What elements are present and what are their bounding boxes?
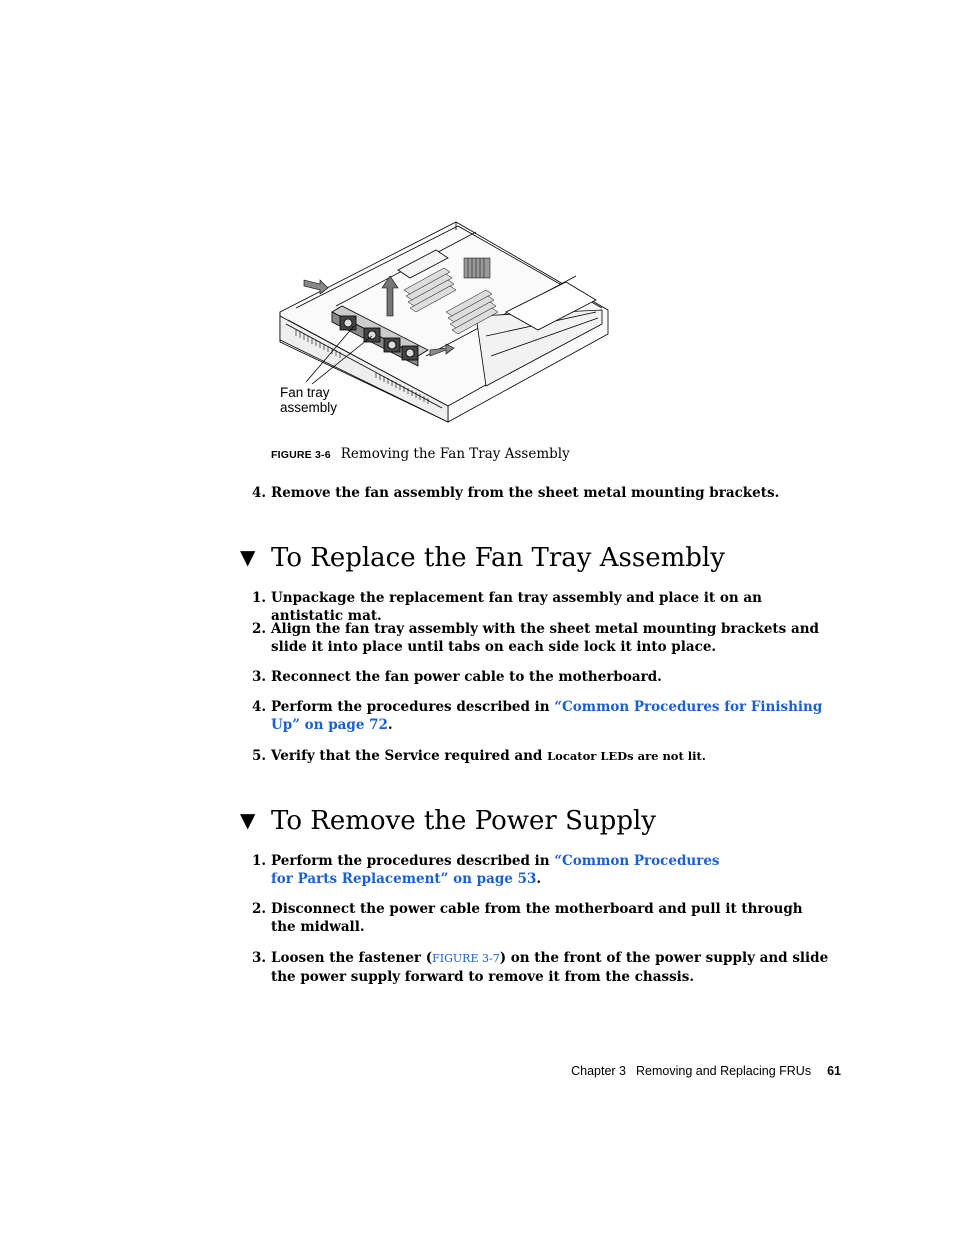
step-number: 2. <box>252 901 267 917</box>
step-text-prefix: Perform the procedures described in <box>271 853 555 869</box>
list-item <box>252 900 837 936</box>
step-text-prefix: Perform the procedures described in <box>271 699 555 715</box>
footer-title: Removing and Replacing FRUs <box>636 1064 812 1078</box>
step-text: Disconnect the power cable from the motherboard and pull it through the midwall. <box>271 901 803 935</box>
step-text-suffix: . <box>536 871 542 887</box>
step-number: 3. <box>252 669 267 685</box>
list-item <box>252 949 837 986</box>
step-number: 4. <box>252 699 267 715</box>
step-text: Remove the fan assembly from the sheet metal mounting brackets. <box>271 485 780 501</box>
figure-caption-label: FIGURE 3-6 <box>271 449 331 461</box>
step-number: 3. <box>252 950 267 966</box>
step-text <box>271 698 837 734</box>
triangle-down-icon: ▼ <box>240 808 256 832</box>
figure-caption <box>271 446 570 462</box>
step-number: 1. <box>252 590 267 606</box>
step-text-small: Locator LEDs are not lit. <box>547 749 706 763</box>
list-item <box>252 620 837 656</box>
list-item <box>252 698 837 734</box>
step-text: Reconnect the fan power cable to the motherboard. <box>271 669 662 685</box>
step-text <box>271 747 837 765</box>
footer-chapter: Chapter 3 <box>571 1064 626 1078</box>
step-text-suffix: . <box>387 717 393 733</box>
step-text-suffix: ) on the front of the power supply and slide the power supply forward to remove it from the chassis. <box>271 950 829 985</box>
step-text <box>271 949 837 986</box>
section-heading-replace-fan-tray <box>240 543 725 573</box>
step-text: Align the fan tray assembly with the sheet metal mounting brackets and slide it into place until tabs on each side lock it into place. <box>271 621 819 655</box>
figure-reference-link[interactable]: FIGURE 3-7 <box>432 952 500 965</box>
list-item <box>252 747 837 765</box>
list-item <box>252 668 837 686</box>
section-title: To Remove the Power Supply <box>271 806 656 836</box>
step-text-prefix: Loosen the fastener ( <box>271 950 433 966</box>
triangle-down-icon: ▼ <box>240 545 256 569</box>
step-number: 2. <box>252 621 267 637</box>
step-text-prefix: Verify that the Service required and <box>271 748 548 764</box>
step-text <box>271 852 741 888</box>
list-item <box>252 852 837 888</box>
step-text: Unpackage the replacement fan tray assembly and place it on an antistatic mat. <box>271 590 762 624</box>
page-footer <box>571 1064 841 1078</box>
step-number: 1. <box>252 853 267 869</box>
cross-reference-link[interactable]: “Common Procedures for Finishing Up” on page 72 <box>271 699 823 733</box>
callout-line-2: assembly <box>280 400 338 415</box>
section-title: To Replace the Fan Tray Assembly <box>271 543 725 573</box>
page-number: 61 <box>827 1064 841 1078</box>
callout-line-1: Fan tray <box>280 385 330 400</box>
list-item <box>252 484 837 502</box>
section-heading-remove-power-supply <box>240 806 656 836</box>
fan-tray-callout <box>280 385 337 415</box>
step-number: 5. <box>252 748 267 764</box>
step-number: 4. <box>252 485 267 501</box>
cross-reference-link[interactable]: “Common Procedures for Parts Replacement” on page 53 <box>271 853 720 887</box>
figure-caption-title: Removing the Fan Tray Assembly <box>340 446 570 462</box>
